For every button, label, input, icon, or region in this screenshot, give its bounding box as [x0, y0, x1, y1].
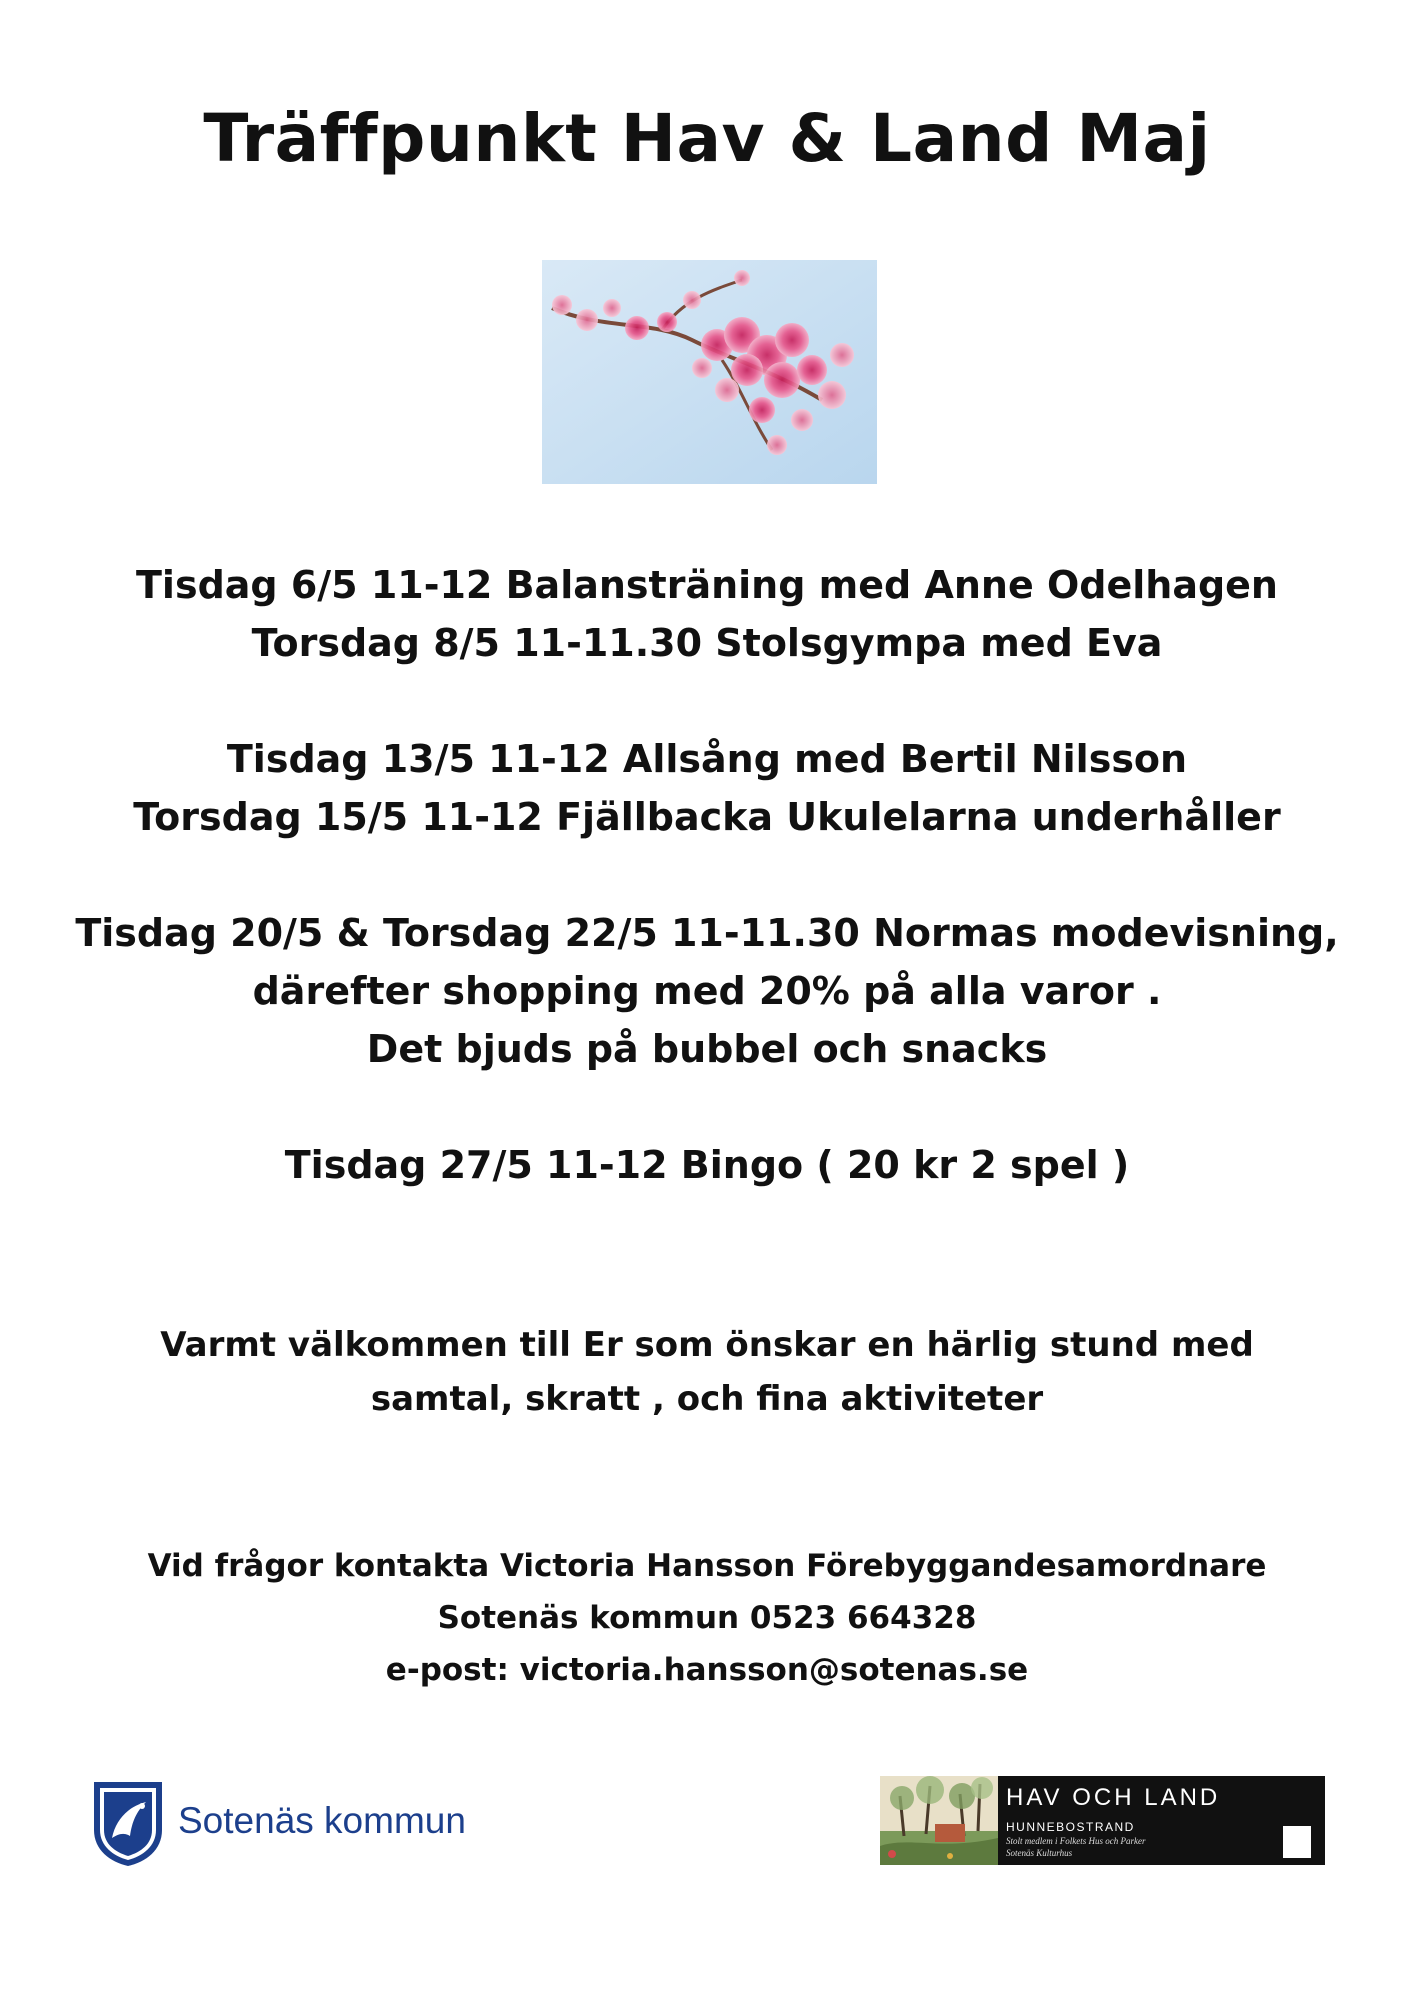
event-line: därefter shopping med 20% på alla varor . [252, 969, 1162, 1013]
cherry-blossom-icon [542, 260, 877, 484]
contact-line: Vid frågor kontakta Victoria Hansson Förebyggandesamordnare [147, 1548, 1267, 1584]
event-line: Torsdag 8/5 11-11.30 Stolsgympa med Eva [251, 621, 1163, 665]
event-line: Torsdag 15/5 11-12 Fjällbacka Ukulelarna underhåller [133, 795, 1281, 839]
sotenas-kommun-logo [90, 1778, 520, 1868]
municipality-shield-icon [90, 1778, 166, 1868]
welcome-text [0, 1318, 1414, 1426]
contact-email[interactable]: e-post: victoria.hansson@sotenas.se [385, 1652, 1029, 1688]
logo-subtitle: HUNNEBOSTRAND [1006, 1820, 1135, 1834]
logo-tagline: Stolt medlem i Folkets Hus och Parker [1006, 1836, 1146, 1846]
event-line: Tisdag 6/5 11-12 Balansträning med Anne Odelhagen [136, 563, 1278, 607]
painting-icon [880, 1776, 998, 1865]
blossom-image [542, 260, 877, 484]
spacer [0, 1078, 1414, 1136]
event-line: Tisdag 27/5 11-12 Bingo ( 20 kr 2 spel ) [284, 1143, 1130, 1187]
logo-title: HAV OCH LAND [1006, 1784, 1221, 1811]
contact-info [0, 1540, 1414, 1696]
event-line: Det bjuds på bubbel och snacks [366, 1027, 1048, 1071]
hav-och-land-logo [880, 1776, 1325, 1865]
welcome-line: Varmt välkommen till Er som önskar en härlig stund med [160, 1325, 1254, 1365]
logo-name: Sotenäs kommun [178, 1800, 466, 1841]
spacer [0, 846, 1414, 904]
welcome-line: samtal, skratt , och fina aktiviteter [370, 1379, 1044, 1419]
spacer [0, 672, 1414, 730]
page-title: Träffpunkt Hav & Land Maj [203, 100, 1211, 177]
event-line: Tisdag 20/5 & Torsdag 22/5 11-11.30 Normas modevisning, [75, 911, 1339, 955]
event-line: Tisdag 13/5 11-12 Allsång med Bertil Nilsson [226, 737, 1188, 781]
folkets-hus-badge-icon [1283, 1826, 1311, 1858]
logo-tagline-2: Sotenäs Kulturhus [1006, 1848, 1073, 1858]
events-list [0, 556, 1414, 1194]
contact-line: Sotenäs kommun 0523 664328 [437, 1600, 977, 1636]
